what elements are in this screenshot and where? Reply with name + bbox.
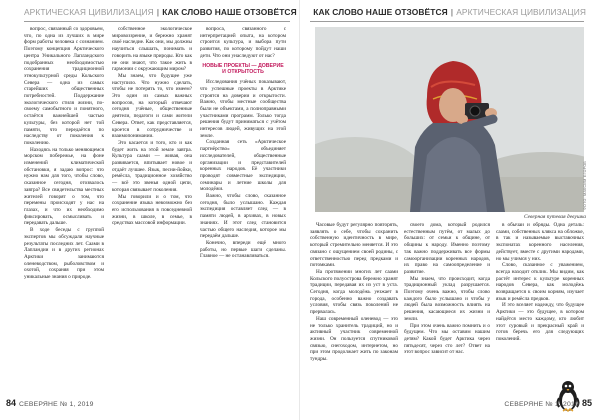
paragraph: Это касается и того, кто и как будет жить на этой земле завтра. Культура саами — живая, она развивается, впитывает новое и отдаёт лучшее. Язык, песни-йойки, ремёсла, традиционное хозяйство — всё это звенья одной цепи, которая связывает поколения. [112,139,192,193]
paragraph: Конечно, впереди ещё много работы, но первые шаги сделаны. Главное — не останавливаться. [200,239,286,260]
running-header [313,6,586,19]
header-separator: | [156,7,160,17]
paragraph: В ходе беседы с группой экспертов мы обсуждали научные результаты последних лет. Саами в Лапландии и в других регионах Арктики занимаются оленеводством, рыболовством и охотой, сохраняя при этом уникальные знания о природе. [24,227,104,281]
paragraph: вопроса, связанного с интерпретацией опыта, на котором строится культура, и выбора пути развития, по которому пойдут наши дети. Что они унаследуют от нас? [200,26,286,59]
text-column-1 [310,222,398,394]
header-separator: | [450,7,454,17]
paragraph: Мы говорили и о том, что сохранение языка невозможно без его использования в повседневной жизни, в школе, в семье, в средствах массовой информации. [112,193,192,227]
photo-credit: ФОТО: МАКСИМ ЕГОРОВ [583,160,587,210]
header-section: АРКТИЧЕСКАЯ ЦИВИЛИЗАЦИЯ [456,7,586,17]
header-title: КАК СЛОВО НАШЕ ОТЗОВЁТСЯ [162,7,297,17]
header-section: АРКТИЧЕСКАЯ ЦИВИЛИЗАЦИЯ [24,7,154,17]
paragraph: Часовые будут регулярно повторять, заявлять о себе, чтобы сохранить собственную идентичность в мире, который стремительно меняется. И это связано с ощущением своей родины, с ответственностью перед предками и потомками. [310,222,398,269]
page-footer [501,397,592,409]
paragraph: Созданная сеть «Арктическое партнёрство» объединяет исследователей, общественные организации и представителей коренных народов. Её участники проводят совместные экспедиции, семинары и летние школы для молодёжи. [200,139,286,193]
magazine-issue: СЕВЕРЯНЕ № 1, 2019 [19,401,94,408]
header-title: КАК СЛОВО НАШЕ ОТЗОВЁТСЯ [313,7,448,17]
paragraph: Мы знаем, что будущее уже наступило. Что нужно сделать, чтобы не потерять то, что имеем? Это один из самых важных вопросов, на который отвечают сегодня учёные, общественные деятели, педагоги и сами жители Севера. Ответ, как представляется, кроется в сотрудничестве и взаимопонимании. [112,72,192,140]
page-number: 85 [581,398,592,408]
section-subheading: НОВЫЕ ПРОЕКТЫ — ДОВЕРИЕ И ОТКРЫТОСТЬ [202,62,284,75]
right-page [300,0,600,420]
paragraph: Исследования учёных показывают, что успешные проекты в Арктике строятся на доверии и открытости. Важно, чтобы местные сообщества были не объектами, а полноправными участниками программ. Только тогда решения будут приниматься с учётом интересов людей, живущих на этой земле. [200,79,286,139]
magazine-issue: СЕВЕРЯНЕ № 1, 2019 [504,401,579,408]
page-number: 84 [6,398,17,408]
text-column-2 [112,26,192,394]
text-column-1 [24,26,104,394]
photo-caption: Северная путевая девушка [524,214,586,220]
header-rule [24,21,290,22]
paragraph: Важно, чтобы слово, сказанное сегодня, было услышано. Каждая экспедиция оставляет след — в памяти людей, в архивах, в новых знаниях. И этот след становится частью общего наследия, которое мы передаём дальше. [200,193,286,240]
paragraph: Находясь на только меняющемся морском побережье, на фоне изменений климатической обстановки, я задаю вопрос: что нужно нам для того, чтобы слово, сказанное сегодня, отозвалось завтра? Все свидетельства местных жителей говорят о том, что перемены происходят у нас на глазах, и что их необходимо фиксировать, осмысливать и передавать дальше. [24,146,104,227]
text-column-3 [496,222,584,372]
paragraph: Наш современный оленевод — это не только хранитель традиций, но и активный участник современной жизни. Он пользуется спутниковой связью, снегоходом, интернетом, но при этом продолжает жить по законам тундры. [310,315,398,363]
paragraph: Мы знаем, что происходит, когда традиционный уклад разрушается. Поэтому очень важно, чтобы слово каждого было услышано и чтобы у людей была возможность влиять на решения, касающиеся их жизни и земли. [404,275,490,322]
paragraph: При этом очень важно помнить и о будущем. Что мы оставим нашим детям? Какой будет Арктика через пятьдесят, через сто лет? Ответ на этот вопрос зависит от нас. [404,322,490,356]
text-column-2 [404,222,490,394]
running-header [24,6,297,19]
page-footer [6,397,97,409]
text-column-3 [200,26,286,394]
paragraph: На протяжении многих лет саами Кольского полуострова бережно хранят традиции, передавая их из уст в уста. Сегодня, когда молодёжь уезжает в города, особенно важно создавать условия, чтобы связь поколений не прервалась. [310,268,398,316]
photo-woman-with-camera [315,27,584,212]
paragraph: Слово, сказанное с уважением, всегда находит отклик. Мы видим, как растёт интерес к культуре коренных народов Севера, как молодёжь возвращается к своим корням, изучает язык и ремёсла предков. [496,262,584,302]
paragraph: собственное экологическое мировоззрение, и бережно хранят своё наследие. Как они, мы должны научиться слышать, понимать и говорить на языке природы. Кто как не они знают, что такое жить в гармонии с окружающим миром? [112,26,192,73]
paragraph: своего дома, который родился естественным путём, от малых до больших: от семьи к общине, от общины к народу. Именно поэтому так важно поддерживать все формы самоорганизации коренных народов, их право на самоопределение и развитие. [404,222,490,275]
header-rule [310,21,584,22]
paragraph: И это вселяет надежду, что будущее Арктики — это будущее, в котором найдётся место каждому, кто любит этот суровый и прекрасный край и готов беречь его для следующих поколений. [496,302,584,342]
paragraph: в обычаи и обряды. Одна деталь: саами, собственных клякса на обложке, в так и называемые выставочных экспонатах коренного населения, действует, вместе с другими народами, но мы учимся у них. [496,222,584,262]
photo-illustration [315,27,584,212]
paragraph: вопрос, связанный со здоровьем, что, по одна из лучших в мире форм работы человека с сознанием. Поэтому концепция Арктического центра Уникального Лапландского подобранных необходимостью сохранения традиционной этнокультурной среды Кольского Севера — одна из самых старейших общественных потребностей. Поддержание экологического стиля жизни, по-своему самобытного и понятного, остаётся важнейшей частью культуры, без которой нет той памяти, что передаётся по наследству от поколения к поколению. [24,26,104,146]
